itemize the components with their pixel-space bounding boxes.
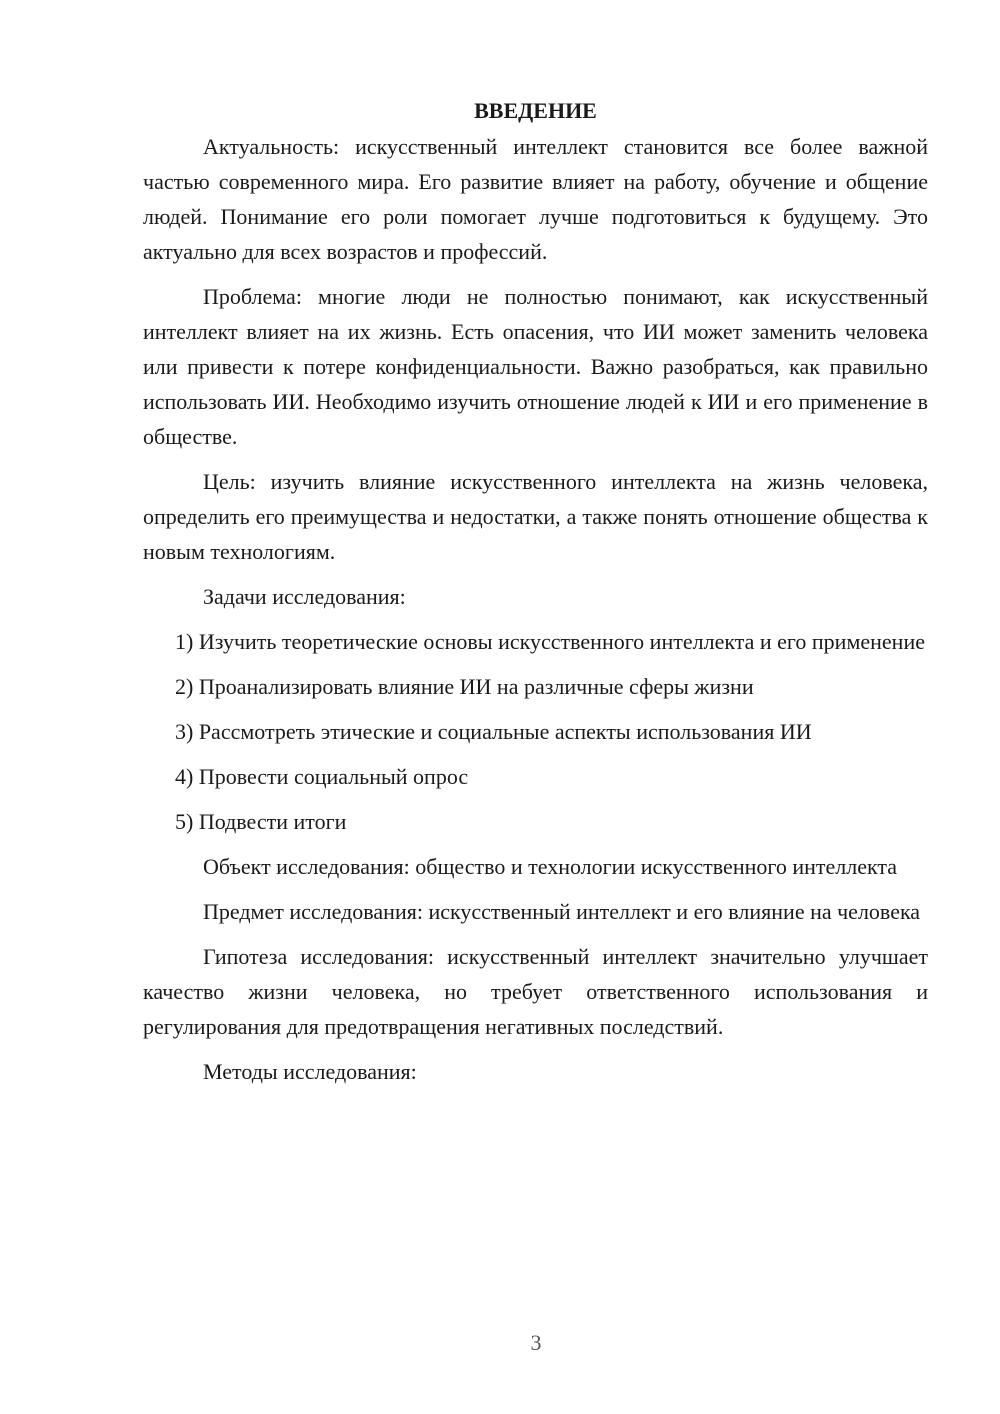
- paragraph-goal: Цель: изучить влияние искусственного интеллекта на жизнь человека, определить его преимущества и недостатки, а также понять отношение общества к новым технологиям.: [143, 469, 928, 564]
- paragraph-relevance: Актуальность: искусственный интеллект становится все более важной частью современного мира. Его развитие влияет на работу, обучение и общение людей. Понимание его роли помогает лучше подготовиться к будущему. Это актуально для всех возрастов и профессий.: [143, 134, 928, 264]
- task-item-2: 2) Проанализировать влияние ИИ на различные сферы жизни: [175, 674, 754, 699]
- task-item-3: 3) Рассмотреть этические и социальные аспекты использования ИИ: [175, 719, 812, 744]
- task-item-4: 4) Провести социальный опрос: [175, 764, 469, 789]
- paragraph-hypothesis: Гипотеза исследования: искусственный интеллект значительно улучшает качество жизни человека, но требует ответственного использования и регулирования для предотвращения негативных последствий.: [143, 944, 928, 1039]
- task-item-5: 5) Подвести итоги: [175, 809, 347, 834]
- section-title: ВВЕДЕНИЕ: [474, 98, 597, 123]
- task-item-1: 1) Изучить теоретические основы искусственного интеллекта и его применение: [175, 629, 925, 654]
- paragraph-object: Объект исследования: общество и технологии искусственного интеллекта: [203, 854, 898, 879]
- paragraph-problem: Проблема: многие люди не полностью понимают, как искусственный интеллект влияет на их жизнь. Есть опасения, что ИИ может заменить человека или привести к потере конфиденциальности. Важно разобраться, как правильно использовать ИИ. Необходимо изучить отношение людей к ИИ и его применение в обществе.: [143, 284, 928, 449]
- paragraph-subject: Предмет исследования: искусственный интеллект и его влияние на человека: [203, 899, 921, 924]
- page-number: 3: [530, 1330, 542, 1355]
- tasks-heading: Задачи исследования:: [203, 584, 406, 609]
- document-page: [143, 93, 928, 1099]
- methods-heading: Методы исследования:: [203, 1059, 417, 1084]
